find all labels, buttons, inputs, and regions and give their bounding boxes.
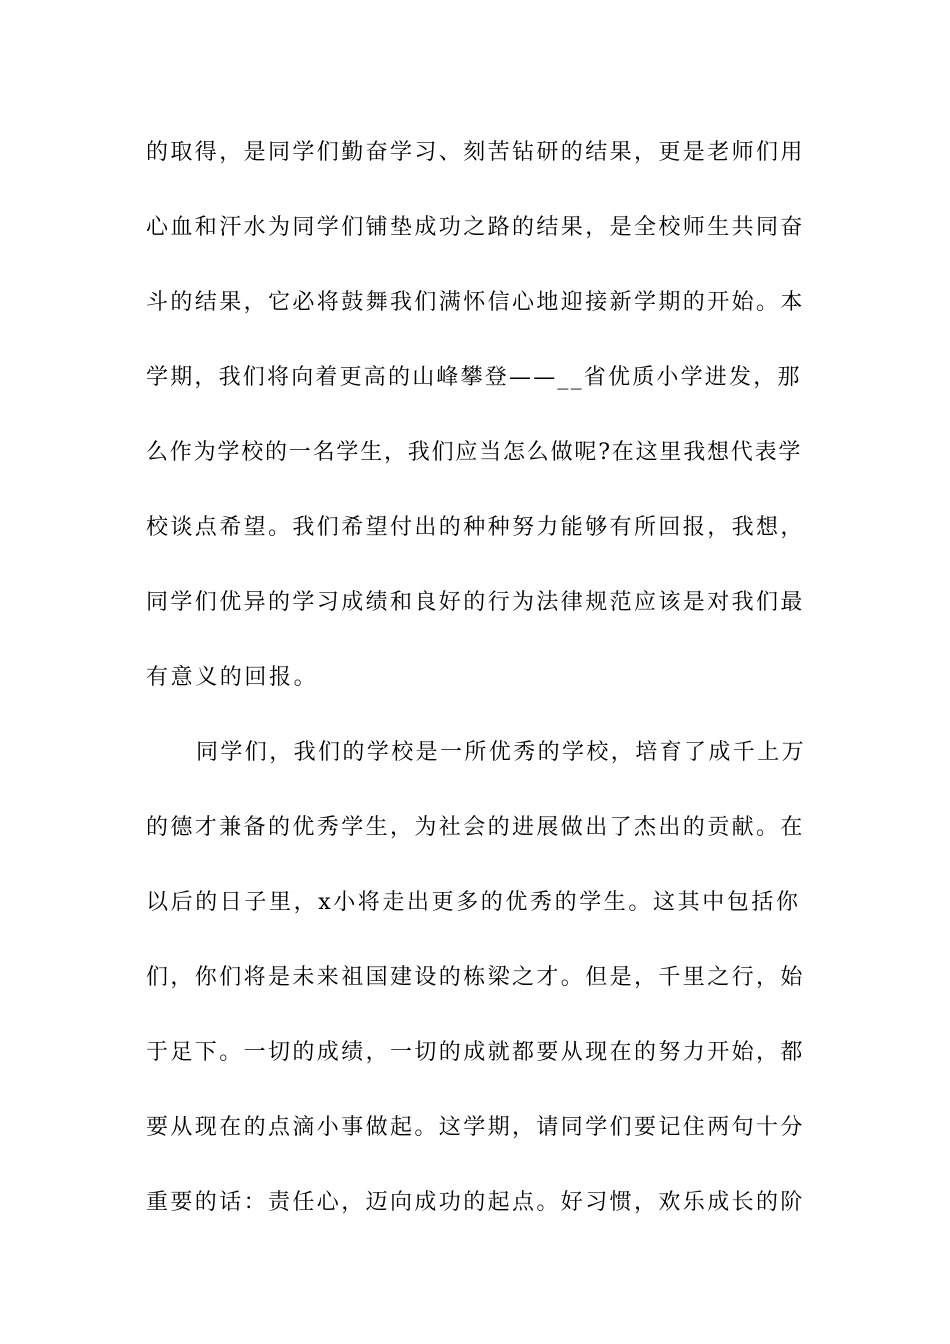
text-line-11: 以后的日子里，x小将走出更多的优秀的学生。这其中包括你 [146,890,801,915]
text-line-8: 有意义的回报。 [146,665,319,690]
text-line-13: 于足下。一切的成绩，一切的成就都要从现在的努力开始，都 [146,1040,805,1065]
text-line-5: 么作为学校的一名学生，我们应当怎么做呢?在这里我想代表学 [146,440,803,465]
text-line-1: 的取得，是同学们勤奋学习、刻苦钻研的结果，更是老师们用 [146,140,805,165]
text-line-9: 同学们，我们的学校是一所优秀的学校，培育了成千上万 [196,740,807,765]
text-line-12: 们，你们将是未来祖国建设的栋梁之才。但是，千里之行，始 [146,965,805,990]
text-line-3: 斗的结果，它必将鼓舞我们满怀信心地迎接新学期的开始。本 [146,290,805,315]
text-line-7: 同学们优异的学习成绩和良好的行为法律规范应该是对我们最 [146,590,805,615]
text-line-10: 的德才兼备的优秀学生，为社会的进展做出了杰出的贡献。在 [146,815,805,840]
text-line-15: 重要的话：责任心，迈向成功的起点。好习惯，欢乐成长的阶 [146,1190,805,1215]
text-line-4: 学期，我们将向着更高的山峰攀登——__省优质小学进发，那 [146,365,802,390]
text-line-6: 校谈点希望。我们希望付出的种种努力能够有所回报，我想， [146,515,805,540]
text-line-14: 要从现在的点滴小事做起。这学期，请同学们要记住两句十分 [146,1115,805,1140]
text-line-2: 心血和汗水为同学们铺垫成功之路的结果，是全校师生共同奋 [146,215,805,240]
